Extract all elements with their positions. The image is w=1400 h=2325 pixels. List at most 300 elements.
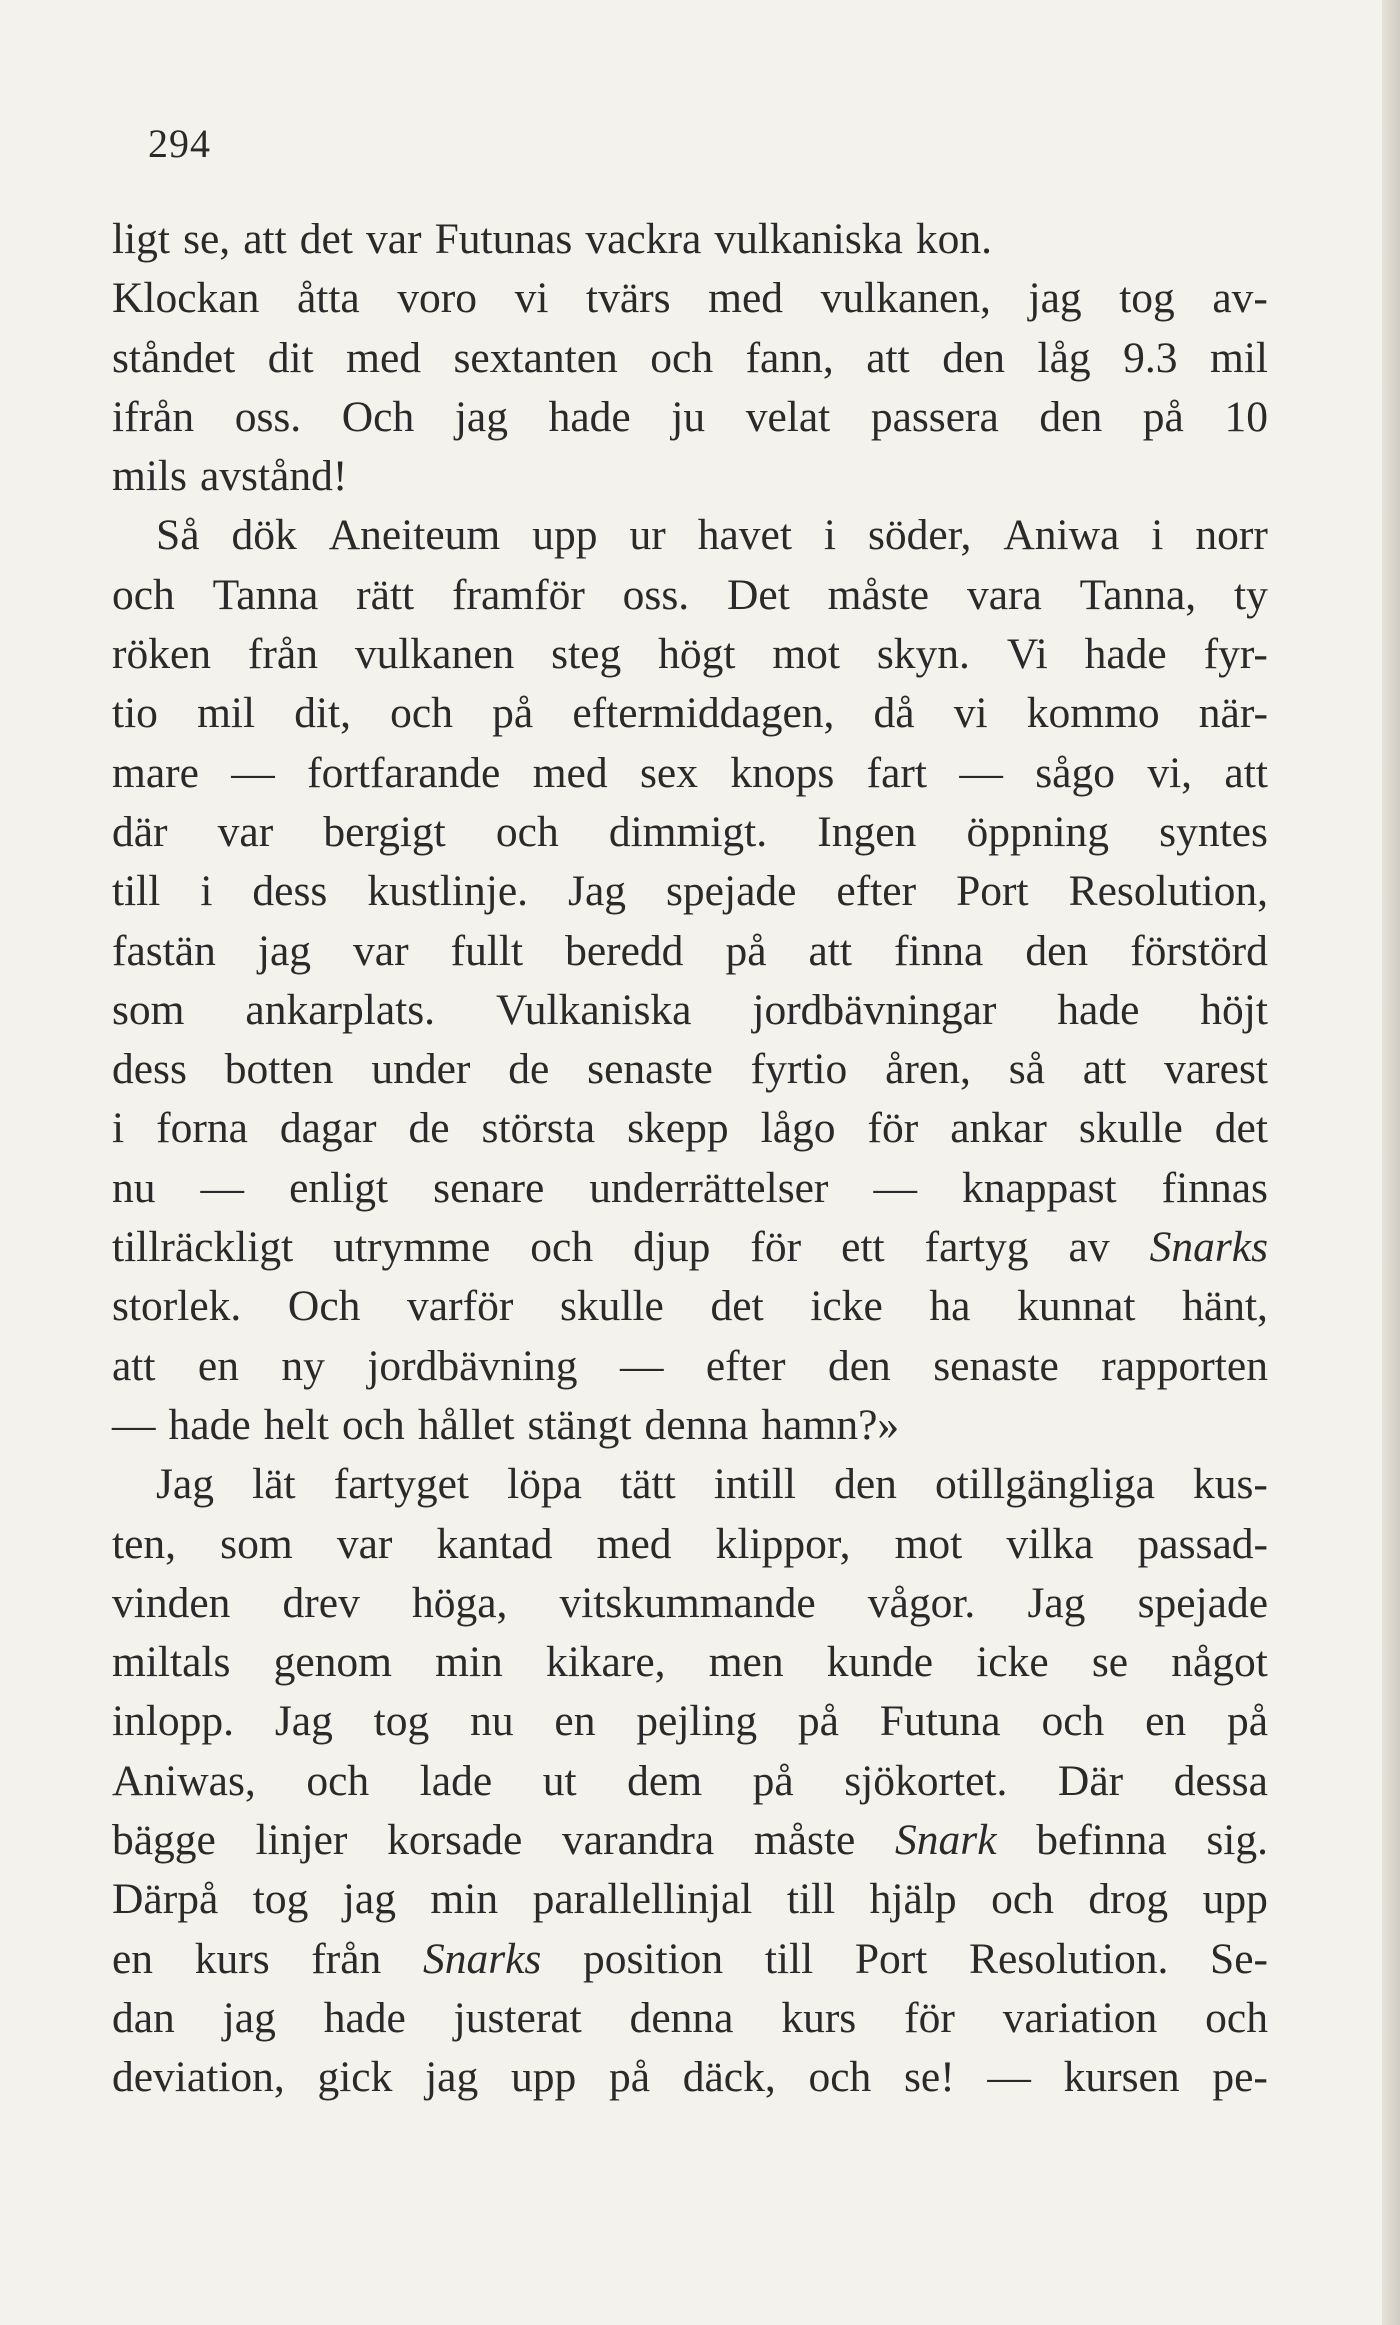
word: fann,	[745, 333, 834, 382]
word: Så	[156, 511, 200, 560]
word: Därpå	[112, 1875, 219, 1924]
word: Port	[854, 1934, 928, 1983]
text-line	[112, 329, 1268, 388]
word: min	[430, 1875, 499, 1924]
word: otillgängliga	[935, 1460, 1155, 1509]
word: på	[1226, 1697, 1268, 1746]
word: dess	[112, 1045, 187, 1094]
word: —	[959, 748, 1003, 797]
word: passera	[870, 392, 999, 441]
word: ny	[281, 1341, 325, 1390]
word: med	[532, 748, 608, 797]
text-line	[112, 1989, 1268, 2048]
word: icke	[810, 1282, 883, 1331]
word: och	[1041, 1697, 1105, 1746]
word: en	[1145, 1697, 1187, 1746]
word: och	[991, 1875, 1054, 1924]
word: mil	[197, 689, 256, 738]
word: söder,	[867, 511, 972, 560]
text-line	[112, 684, 1268, 743]
word: helt	[263, 1400, 329, 1449]
word: det	[299, 215, 353, 263]
word: vi	[514, 274, 549, 323]
word: tätt	[620, 1460, 676, 1509]
word: så	[1008, 1045, 1045, 1094]
word: den	[1025, 926, 1089, 975]
word: att	[866, 333, 910, 382]
word: mot	[772, 630, 840, 679]
word: där	[112, 807, 168, 856]
word: på	[608, 2053, 650, 2102]
word: se,	[183, 215, 231, 263]
word: tog	[373, 1697, 430, 1746]
word: en	[112, 1934, 154, 1983]
word: Det	[726, 570, 790, 619]
word: lät	[252, 1460, 296, 1509]
word: jag	[454, 392, 508, 441]
word: storlek.	[112, 1282, 242, 1331]
word: parallellinjal	[532, 1875, 753, 1924]
word: för	[867, 1104, 919, 1153]
word: gick	[317, 2053, 393, 2102]
word: sig.	[1206, 1816, 1268, 1865]
word: dök	[231, 511, 297, 560]
word: Futuna	[879, 1697, 1001, 1746]
word: hållet	[417, 1400, 515, 1449]
word: förstörd	[1130, 926, 1268, 975]
word: 9.3	[1123, 333, 1178, 382]
word: på	[797, 1697, 839, 1746]
word: syntes	[1159, 807, 1268, 856]
word: fyrtio	[750, 1045, 848, 1094]
word: upp	[510, 2053, 577, 2102]
word: kurs	[781, 1993, 857, 2042]
word: under	[371, 1045, 471, 1094]
text-line	[112, 2048, 1268, 2107]
word: för	[750, 1223, 802, 1272]
word: denna	[629, 1993, 734, 2042]
word: Jag	[568, 867, 627, 916]
word: dess	[252, 867, 328, 916]
word: vulkanen,	[820, 274, 991, 323]
word: underrättelser	[589, 1163, 829, 1212]
text-line	[112, 566, 1268, 625]
word: Se-	[1210, 1934, 1268, 1983]
word: kurs	[194, 1934, 270, 1983]
word: de	[508, 1045, 550, 1094]
word: upp	[532, 511, 598, 560]
word: dan	[112, 1993, 175, 2042]
word: senare	[433, 1163, 545, 1212]
word: djup	[633, 1223, 711, 1272]
text-line	[112, 1752, 1268, 1811]
word: löpa	[507, 1460, 582, 1509]
word: fart	[866, 748, 928, 797]
word: ankar	[950, 1104, 1047, 1153]
word: och	[808, 2053, 872, 2102]
word: Resolution.	[968, 1934, 1169, 1983]
word: drev	[282, 1578, 360, 1627]
word: fullt	[450, 926, 524, 975]
word: mils	[112, 452, 187, 501]
text-line	[112, 1692, 1268, 1751]
word: till	[112, 867, 161, 916]
word: Futunas	[434, 215, 573, 263]
text-line	[112, 1455, 1268, 1514]
word: det	[710, 1282, 764, 1331]
word: lade	[419, 1756, 493, 1805]
word: Tanna	[212, 570, 319, 619]
word: Vulkaniska	[495, 985, 692, 1034]
word: i	[200, 867, 213, 916]
word: fastän	[112, 926, 216, 975]
word: en	[554, 1697, 596, 1746]
word: dit	[267, 333, 314, 382]
word: 10	[1224, 392, 1268, 441]
word: Vi	[1006, 630, 1048, 679]
word: och	[530, 1223, 594, 1272]
word: hade	[168, 1400, 251, 1449]
word: befinna	[1036, 1816, 1167, 1865]
word: vilka	[1006, 1519, 1094, 1568]
word: denna	[644, 1400, 749, 1449]
word: ankarplats.	[245, 985, 436, 1034]
word: Tanna,	[1079, 570, 1197, 619]
word: att	[1224, 748, 1268, 797]
text-line	[112, 1574, 1268, 1633]
text-line	[112, 1870, 1268, 1929]
word: —	[231, 748, 275, 797]
word: jag	[342, 1875, 396, 1924]
italic-word: Snarks	[422, 1934, 542, 1983]
word: av-	[1212, 274, 1268, 323]
word: skulle	[1078, 1104, 1183, 1153]
word: nu	[112, 1163, 156, 1212]
word: pe-	[1212, 2053, 1268, 2102]
word: däck,	[682, 2053, 776, 2102]
word: hänt,	[1182, 1282, 1268, 1331]
word: tog	[1119, 274, 1175, 323]
word: se!	[903, 2053, 955, 2102]
word: Och	[287, 1282, 361, 1331]
text-line	[112, 862, 1268, 921]
word: passad-	[1137, 1519, 1268, 1568]
word: på	[492, 689, 534, 738]
word: spejade	[1137, 1578, 1268, 1627]
word: fartyget	[333, 1460, 469, 1509]
word: justerat	[453, 1993, 582, 2042]
word: dit,	[294, 689, 352, 738]
text-line	[112, 981, 1268, 1040]
page-number: 294	[148, 121, 211, 166]
text-line	[112, 1337, 1268, 1396]
word: att	[808, 926, 852, 975]
word: —	[873, 1163, 917, 1212]
word: av	[1068, 1223, 1110, 1272]
word: och	[650, 333, 714, 382]
word: det	[1214, 1104, 1268, 1153]
word: något	[1171, 1638, 1268, 1687]
word: lågo	[760, 1104, 836, 1153]
italic-word: Snark	[895, 1816, 997, 1865]
word: eftermiddagen,	[572, 689, 835, 738]
word: —	[619, 1341, 664, 1390]
text-line	[112, 447, 1268, 506]
word: hade	[548, 392, 631, 441]
text-line	[112, 1159, 1268, 1218]
word: botten	[224, 1045, 334, 1094]
word: var	[217, 807, 274, 856]
word: tog	[252, 1875, 309, 1924]
word: oss.	[622, 570, 690, 619]
word: sex	[639, 748, 698, 797]
word: kon.	[915, 215, 992, 263]
text-line	[112, 1040, 1268, 1099]
word: skulle	[559, 1282, 664, 1331]
text-line	[112, 1277, 1268, 1336]
word: med	[346, 333, 422, 382]
word: kustlinje.	[367, 867, 529, 916]
word: stängt	[527, 1400, 632, 1449]
word: mare	[112, 748, 199, 797]
word: och	[1205, 1993, 1268, 2042]
word: kikare,	[545, 1638, 666, 1687]
word: ifrån	[112, 392, 195, 441]
word: —	[112, 1400, 156, 1449]
text-line	[112, 388, 1268, 447]
word: forna	[156, 1104, 248, 1153]
word: dagar	[279, 1104, 377, 1153]
word: hade	[1084, 630, 1167, 679]
word: jag	[425, 2053, 479, 2102]
word: vitskummande	[559, 1578, 816, 1627]
word: högt	[658, 630, 736, 679]
word: deviation,	[112, 2053, 285, 2102]
word: vinden	[112, 1578, 231, 1627]
text-line	[112, 1930, 1268, 1989]
word: mot	[894, 1519, 963, 1568]
page-edge	[1382, 0, 1400, 2325]
word: åtta	[296, 274, 360, 323]
word: och	[306, 1756, 370, 1805]
text-line	[112, 744, 1268, 803]
word: kommo	[1026, 689, 1160, 738]
word: Resolution,	[1068, 867, 1268, 916]
text-line	[112, 1099, 1268, 1158]
word: och	[112, 570, 175, 619]
word: ju	[671, 392, 706, 441]
word: höga,	[411, 1578, 508, 1627]
word: min	[435, 1638, 503, 1687]
word: i	[1151, 511, 1164, 560]
word: bägge	[112, 1816, 216, 1865]
word: jordbävningar	[752, 985, 997, 1034]
word: pejling	[636, 1697, 758, 1746]
word: —	[200, 1163, 245, 1212]
word: röken	[112, 630, 212, 679]
text-line	[112, 269, 1268, 328]
word: bergigt	[323, 807, 446, 856]
word: Och	[341, 392, 415, 441]
word: intill	[713, 1460, 796, 1509]
word: Ingen	[817, 807, 917, 856]
word: jag	[1028, 274, 1082, 323]
word: till	[764, 1934, 814, 1983]
word: jag	[257, 926, 312, 975]
word: —	[987, 2053, 1031, 2102]
text-line	[112, 803, 1268, 862]
word: tvärs	[586, 274, 671, 323]
word: Klockan	[112, 274, 260, 323]
word: och	[342, 1400, 405, 1449]
italic-word: Snarks	[1149, 1223, 1268, 1272]
word: varandra	[562, 1816, 715, 1865]
word: efter	[836, 867, 917, 916]
word: Aniwa	[1003, 511, 1120, 560]
word: dessa	[1173, 1756, 1268, 1805]
text-line	[112, 625, 1268, 684]
word: från	[247, 630, 318, 679]
word: måste	[753, 1816, 856, 1865]
word: oss.	[234, 392, 302, 441]
text-line	[112, 1396, 1268, 1455]
word: största	[481, 1104, 596, 1153]
word: Där	[1057, 1756, 1124, 1805]
word: på	[725, 926, 767, 975]
word: kunde	[826, 1638, 934, 1687]
word: tillräckligt	[112, 1223, 294, 1272]
word: den	[834, 1460, 897, 1509]
word: och	[495, 807, 559, 856]
word: vi	[953, 689, 988, 738]
word: avstånd!	[199, 452, 348, 501]
word: hamn?»	[761, 1400, 900, 1449]
word: ligt	[112, 215, 171, 263]
word: höjt	[1200, 985, 1268, 1034]
word: dimmigt.	[608, 807, 768, 856]
text-line	[112, 210, 1268, 269]
word: åren,	[885, 1045, 971, 1094]
word: låg	[1037, 333, 1091, 382]
word: senaste	[587, 1045, 713, 1094]
word: den	[1039, 392, 1103, 441]
word: genom	[273, 1638, 392, 1687]
word: variation	[1002, 1993, 1158, 2042]
word: ur	[629, 511, 666, 560]
word: steg	[551, 630, 622, 679]
word: finnas	[1161, 1163, 1268, 1212]
word: för	[904, 1993, 955, 2042]
word: skyn.	[876, 630, 970, 679]
word: Jag	[274, 1697, 333, 1746]
word: varför	[407, 1282, 514, 1331]
word: i	[112, 1104, 125, 1153]
word: sågo	[1035, 748, 1115, 797]
word: nu	[470, 1697, 514, 1746]
word: men	[708, 1638, 784, 1687]
word: som	[112, 985, 185, 1034]
word: korsade	[387, 1816, 523, 1865]
word: vågor.	[867, 1578, 976, 1627]
word: framför	[451, 570, 585, 619]
word: var	[336, 1519, 393, 1568]
word: senaste	[933, 1341, 1059, 1390]
word: Port	[956, 867, 1029, 916]
word: hade	[1057, 985, 1140, 1034]
word: finna	[893, 926, 984, 975]
word: rapporten	[1101, 1341, 1268, 1390]
word: velat	[745, 392, 831, 441]
word: efter	[705, 1341, 786, 1390]
word: position	[583, 1934, 724, 1983]
word: beredd	[565, 926, 684, 975]
word: vulkanen	[354, 630, 515, 679]
word: i	[823, 511, 836, 560]
text-line	[112, 1811, 1268, 1870]
word: utrymme	[333, 1223, 491, 1272]
word: rätt	[356, 570, 415, 619]
word: Jag	[1027, 1578, 1086, 1627]
word: vackra	[585, 215, 702, 263]
word: voro	[397, 274, 478, 323]
word: att	[1082, 1045, 1127, 1094]
word: öppning	[966, 807, 1110, 856]
word: hade	[323, 1993, 406, 2042]
text-line	[112, 1633, 1268, 1692]
word: miltals	[112, 1638, 231, 1687]
word: kursen	[1063, 2053, 1180, 2102]
text-line	[112, 506, 1268, 565]
word: sextanten	[453, 333, 618, 382]
word: på	[1142, 392, 1184, 441]
word: Aneiteum	[328, 511, 501, 560]
word: mil	[1209, 333, 1268, 382]
word: Aniwas,	[112, 1756, 256, 1805]
word: sjökortet.	[844, 1756, 1008, 1805]
word: som	[220, 1519, 293, 1568]
word: ty	[1234, 570, 1268, 619]
word: kunnat	[1017, 1282, 1136, 1331]
word: knappast	[961, 1163, 1117, 1212]
word: se	[1091, 1638, 1129, 1687]
word: från	[311, 1934, 382, 1983]
word: ut	[542, 1756, 577, 1805]
word: drog	[1088, 1875, 1169, 1924]
word: var	[353, 926, 409, 975]
word: måste	[827, 570, 930, 619]
word: enligt	[289, 1163, 389, 1212]
word: ha	[929, 1282, 971, 1331]
word: på	[752, 1756, 794, 1805]
word: när-	[1198, 689, 1268, 738]
word: jordbävning	[367, 1341, 578, 1390]
word: norr	[1195, 511, 1268, 560]
word: linjer	[255, 1816, 348, 1865]
body-text	[112, 210, 1268, 2108]
word: klippor,	[715, 1519, 851, 1568]
text-line	[112, 1515, 1268, 1574]
word: vara	[966, 570, 1042, 619]
word: skepp	[627, 1104, 729, 1153]
word: till	[786, 1875, 836, 1924]
word: att	[112, 1341, 156, 1390]
word: var	[365, 215, 422, 263]
word: då	[873, 689, 915, 738]
word: med	[596, 1519, 672, 1568]
word: vulkaniska	[714, 215, 903, 263]
word: kus-	[1193, 1460, 1268, 1509]
word: vi,	[1147, 748, 1193, 797]
